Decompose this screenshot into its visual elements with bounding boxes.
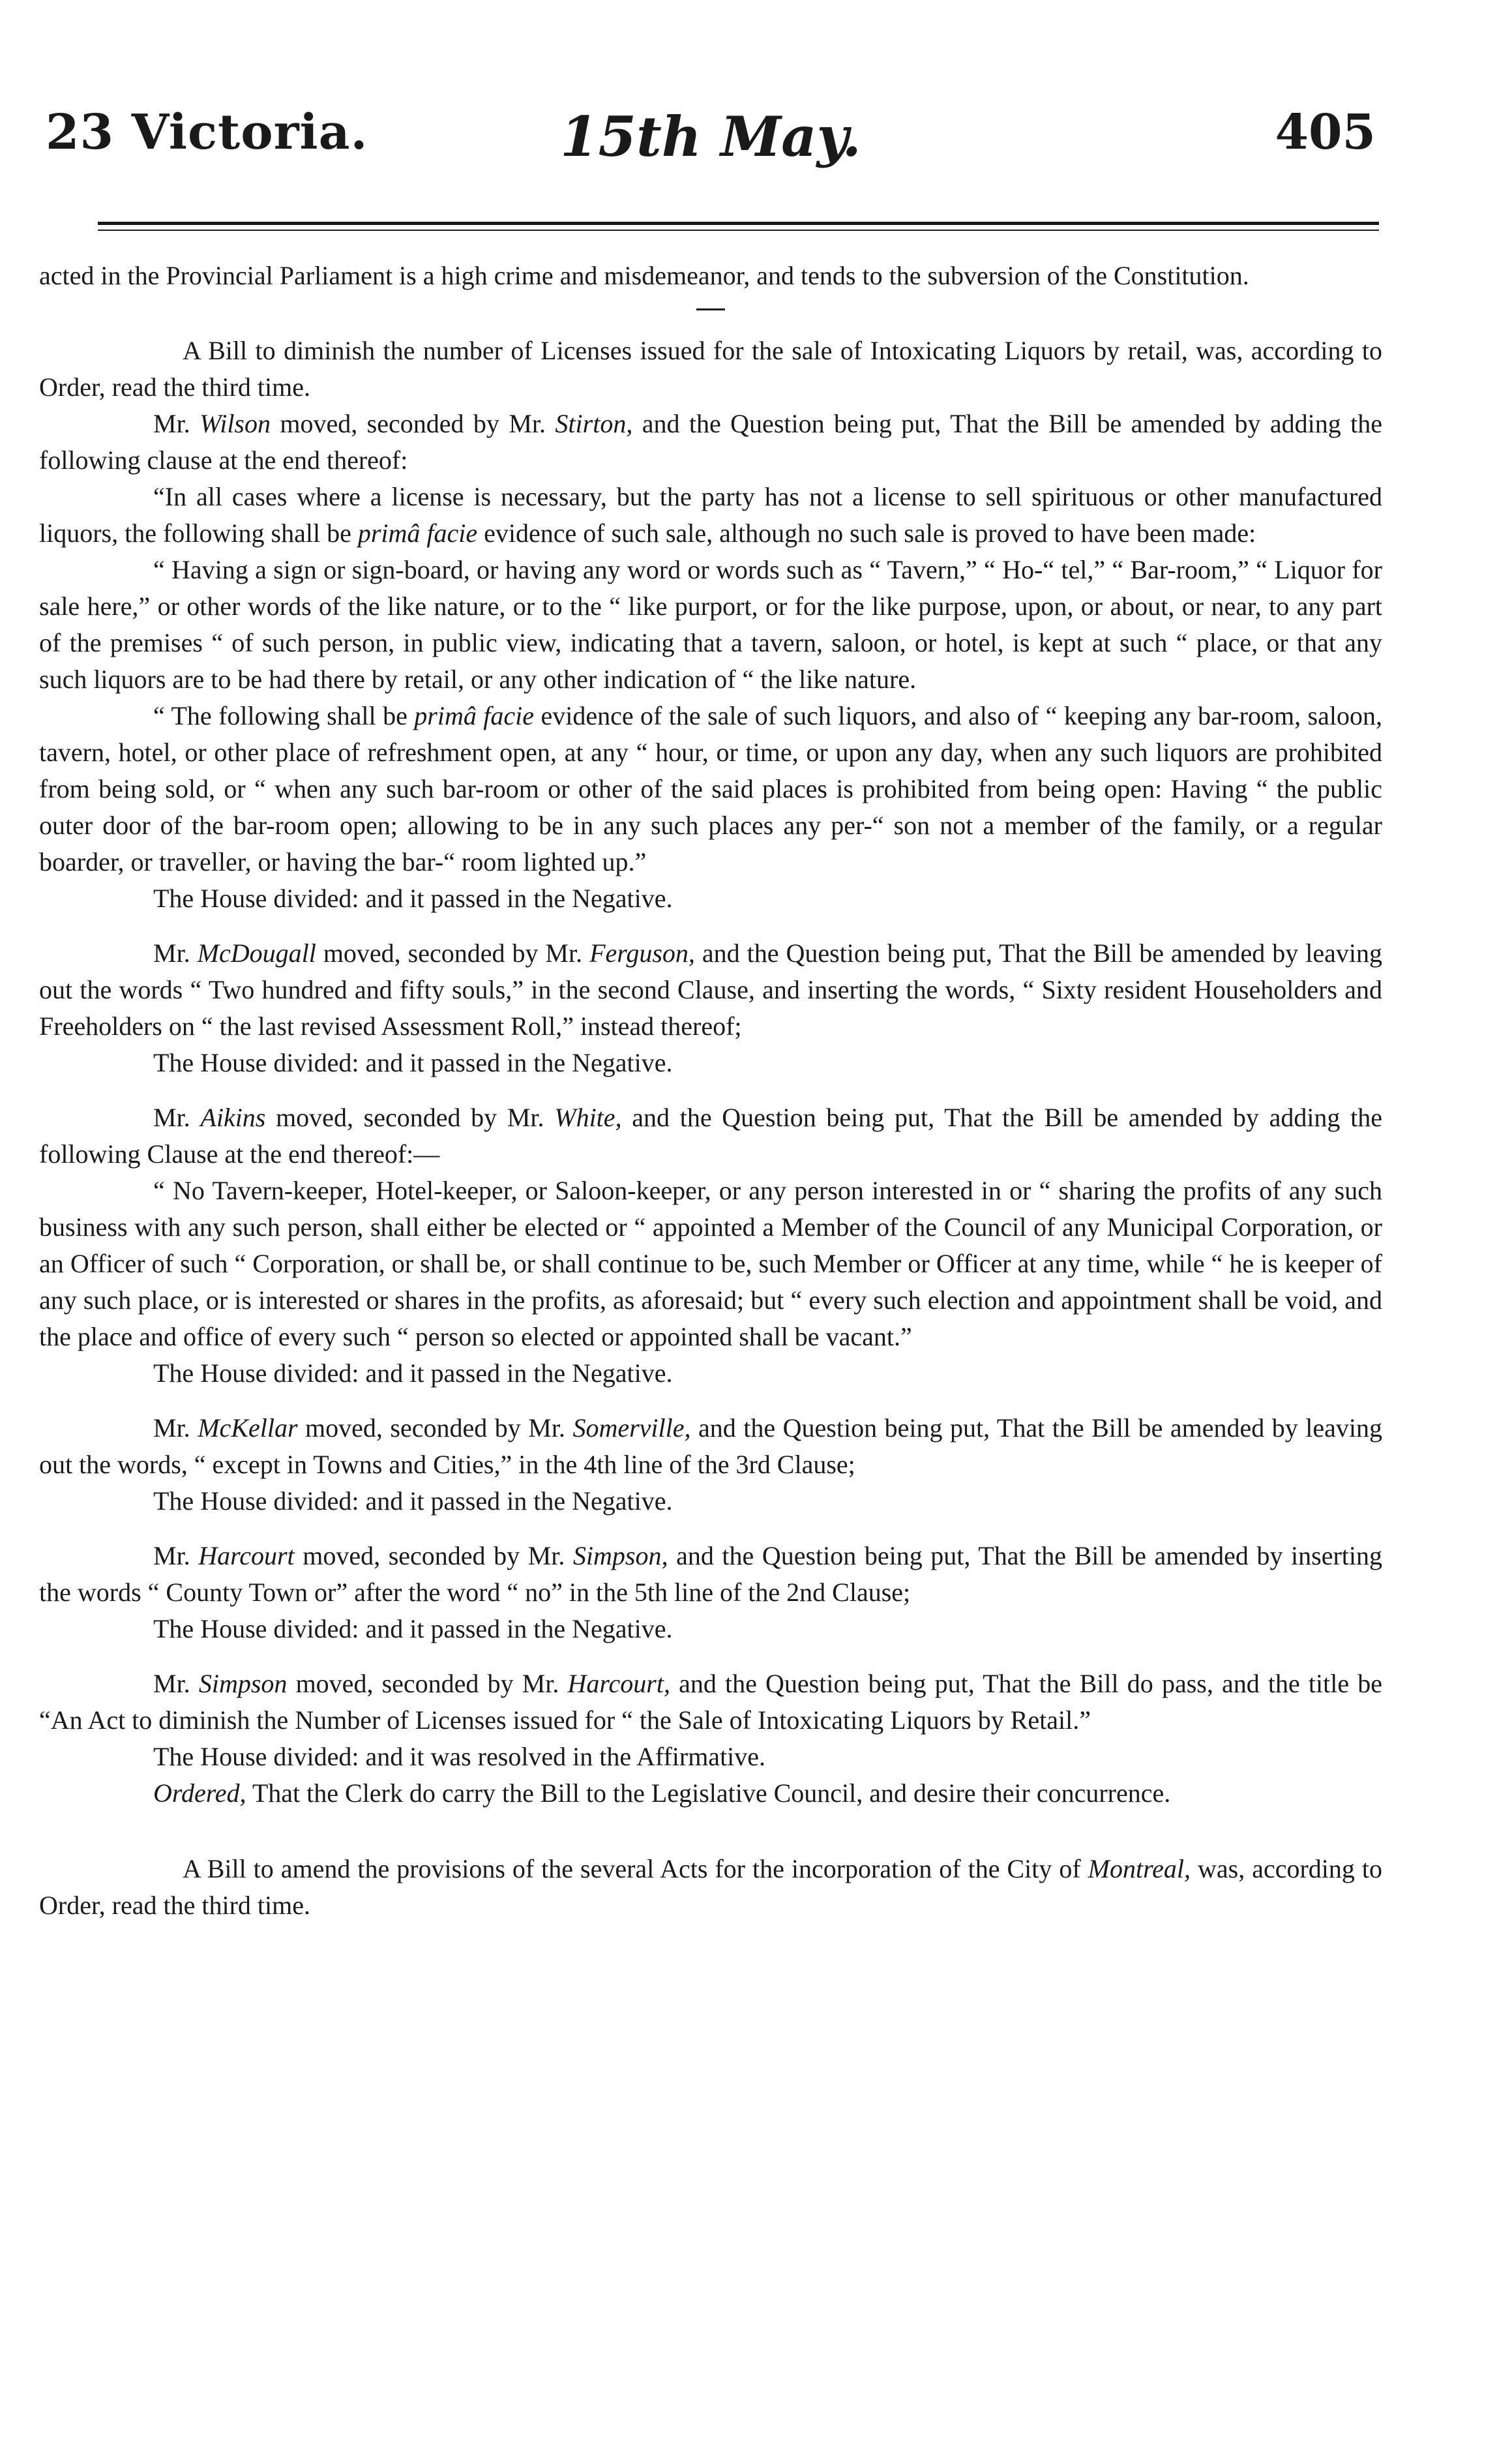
section-dash (696, 308, 725, 310)
paragraph-division: The House divided: and it passed in the Negative. (153, 1486, 673, 1516)
date-heading: 15th May. (560, 104, 861, 169)
paragraph-division: The House divided: and it passed in the Negative. (153, 1048, 673, 1077)
paragraph-division: The House divided: and it passed in the Negative. (153, 884, 673, 913)
paragraph-clause-sign: “ Having a sign or sign-board, or having any word or words such as “ Tavern,” “ Ho-“ tel,” “ Bar-room,” “ Liquor for sale here,” or other words of the like nature, or to the “ like purport, or for the like purpose, upon, or about, or near, to any part of the premises “ of such person, in public view, indicating that a tavern, saloon, or hotel, is kept at such “ place, or that any such liquors are to be had there by retail, or any other indication of “ the like nature. (39, 555, 1382, 694)
paragraph-motion-wilson: Mr. Wilson moved, seconded by Mr. Stirton, and the Question being put, That the Bill be amended by adding the following clause at the end thereof: (39, 409, 1382, 475)
header-rule-thin (98, 230, 1379, 231)
paragraph-clause-evidence: “ The following shall be primâ facie evidence of the sale of such liquors, and also of “ keeping any bar-room, saloon, tavern, hotel, or other place of refreshment open, at any “ hour, or time, or upon any day, when any such liquors are prohibited from being sold, or “ when any such bar-room or other of the said places is prohibited from being open: Having “ the public outer door of the bar-room open; allowing to be in any such places any per-“ son not a member of the family, or a regular boarder, or traveller, or having the bar-“ room lighted up.” (39, 701, 1382, 876)
paragraph-motion-aikins: Mr. Aikins moved, seconded by Mr. White, and the Question being put, That the Bill be amended by adding the following Clause at the end thereof:— (39, 1103, 1383, 1169)
page-header (46, 104, 1376, 183)
paragraph-motion-mcdougall: Mr. McDougall moved, seconded by Mr. Ferguson, and the Question being put, That the Bill be amended by leaving out the words “ Two hundred and fifty souls,” in the second Clause, and inserting the words, “ Sixty resident Householders and Freeholders on “ the last revised Assessment Roll,” instead thereof; (39, 938, 1382, 1041)
journal-body (39, 258, 1382, 1924)
paragraph-bill-reading: A Bill to diminish the number of Licenses issued for the sale of Intoxicating Liquors by retail, was, according to Order, read the third time. (39, 336, 1382, 402)
paragraph-motion-mckellar: Mr. McKellar moved, seconded by Mr. Somerville, and the Question being put, That the Bill be amended by leaving out the words, “ except in Towns and Cities,” in the 4th line of the 3rd Clause; (39, 1413, 1383, 1479)
paragraph-division-affirmative: The House divided: and it was resolved in the Affirmative. (153, 1742, 766, 1771)
paragraph-continuation: acted in the Provincial Parliament is a high crime and misdemeanor, and tends to the subversion of the Constitution. (39, 261, 1249, 290)
paragraph-clause-tavern-keeper: “ No Tavern-keeper, Hotel-keeper, or Saloon-keeper, or any person interested in or “ sharing the profits of any such business with any such person, shall either be elected or “ appointed a Member of the Council of any Municipal Corporation, or an Officer of such “ Corporation, or shall be, or shall continue to be, such Member or Officer at any time, while “ he is keeper of any such place, or is interested or shares in the profits, as aforesaid; but “ every such election and appointment shall be void, and the place and office of every such “ person so elected or appointed shall be vacant.” (39, 1176, 1382, 1351)
paragraph-motion-harcourt: Mr. Harcourt moved, seconded by Mr. Simpson, and the Question being put, That the Bill be amended by inserting the words “ County Town or” after the word “ no” in the 5th line of the 2nd Clause; (39, 1541, 1383, 1607)
session-label: 23 Victoria. (46, 104, 368, 160)
header-rule (98, 222, 1379, 225)
paragraph-motion-simpson: Mr. Simpson moved, seconded by Mr. Harcourt, and the Question being put, That the Bill do pass, and the title be “An Act to diminish the Number of Licenses issued for “ the Sale of Intoxicating Liquors by Retail.” (39, 1669, 1383, 1735)
paragraph-montreal-bill: A Bill to amend the provisions of the several Acts for the incorporation of the City of Montreal, was, according to Order, read the third time. (39, 1854, 1383, 1920)
paragraph-division: The House divided: and it passed in the Negative. (153, 1614, 673, 1643)
paragraph-clause-quote: “In all cases where a license is necessary, but the party has not a license to sell spirituous or other manufactured liquors, the following shall be primâ facie evidence of such sale, although no such sale is proved to have been made: (39, 482, 1382, 548)
paragraph-division: The House divided: and it passed in the Negative. (153, 1358, 673, 1388)
page-number: 405 (1275, 104, 1376, 160)
paragraph-ordered: Ordered, That the Clerk do carry the Bill to the Legislative Council, and desire their concurrence. (153, 1778, 1171, 1808)
